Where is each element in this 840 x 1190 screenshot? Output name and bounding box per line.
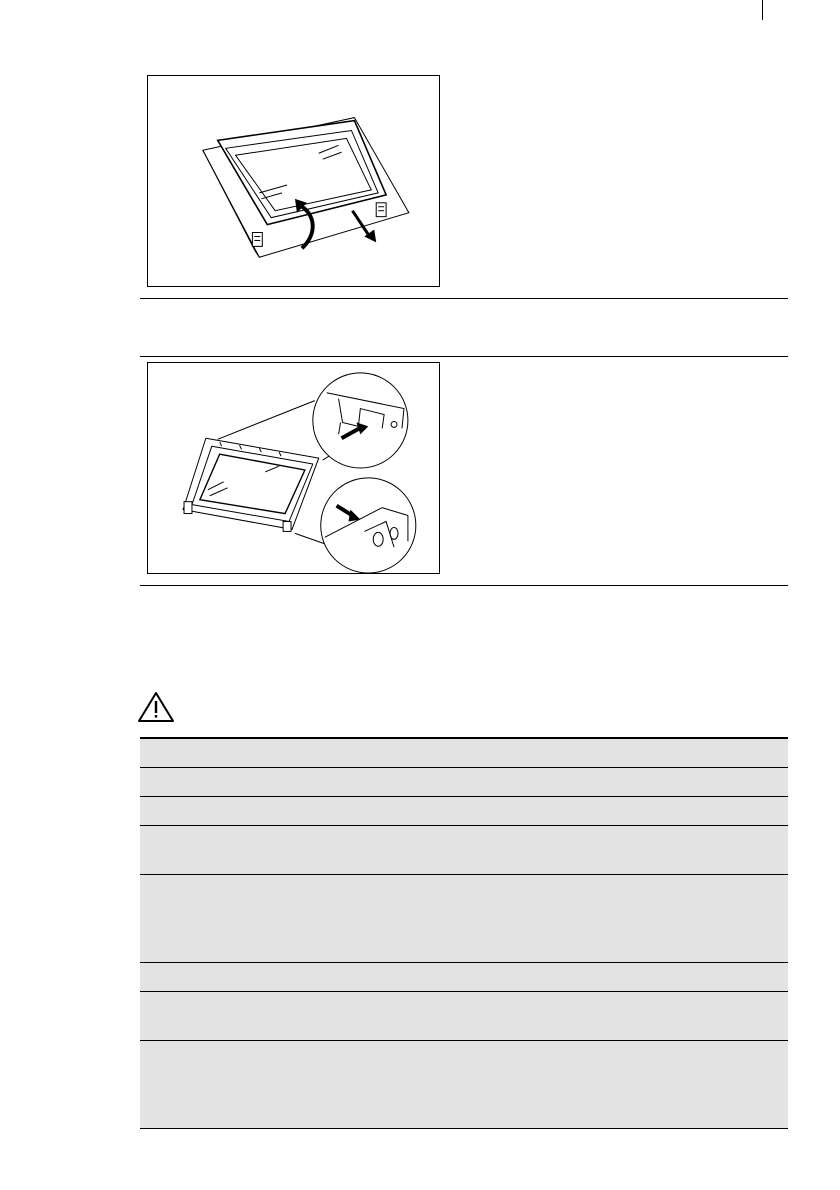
table-row	[140, 825, 788, 874]
table-row	[140, 962, 788, 991]
table-row	[140, 1040, 788, 1129]
section-divider	[140, 585, 788, 586]
data-table	[140, 737, 788, 1129]
warning-triangle-icon	[136, 690, 176, 724]
section-divider	[140, 298, 788, 299]
table-row	[140, 796, 788, 825]
door-glass-install-illustration	[147, 362, 440, 574]
door-glass-removal-illustration	[147, 75, 440, 287]
table-row	[140, 874, 788, 962]
section-divider	[140, 356, 788, 357]
table-row	[140, 767, 788, 796]
crop-mark	[762, 0, 763, 20]
table-row	[140, 991, 788, 1040]
table-row	[140, 737, 788, 767]
